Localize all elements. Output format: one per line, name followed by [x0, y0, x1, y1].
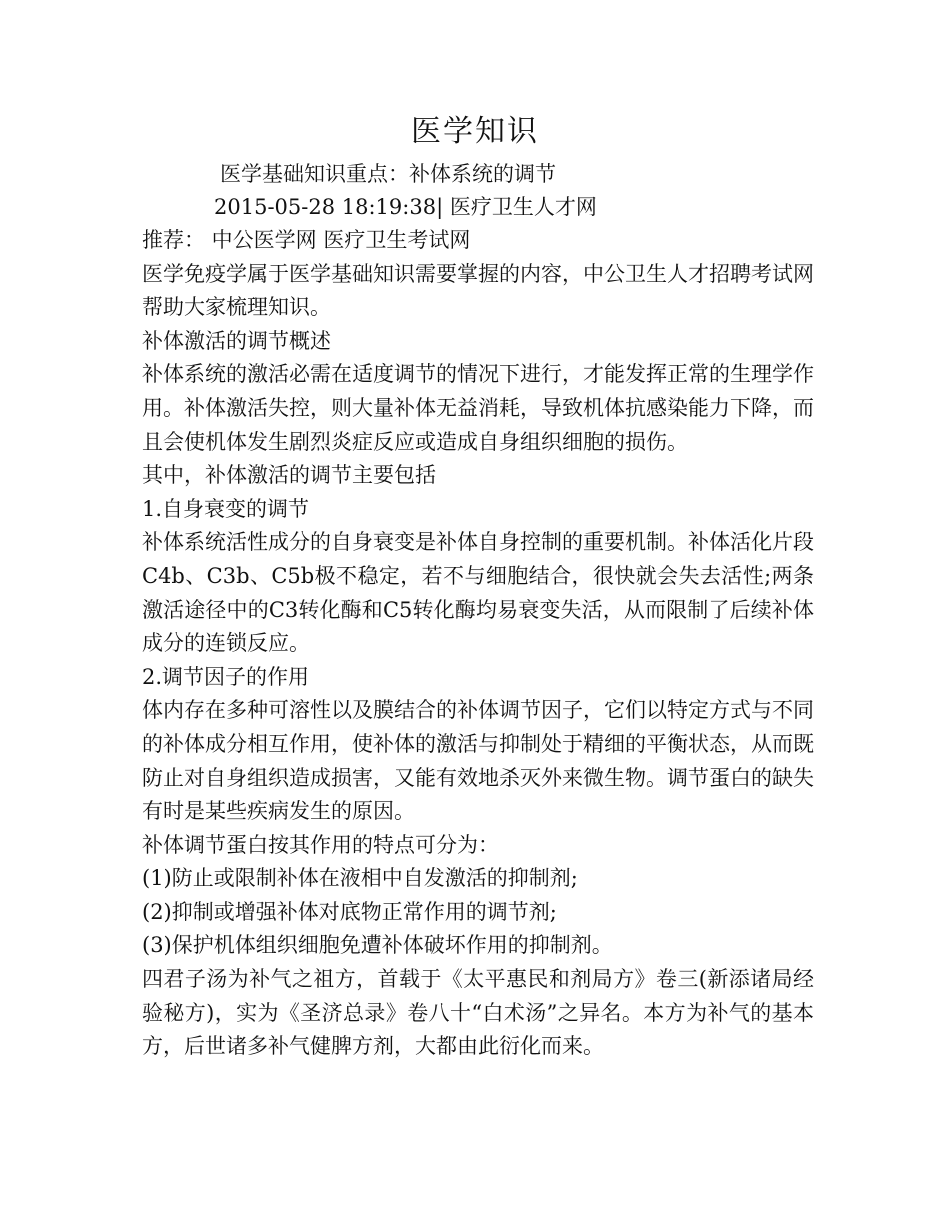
- section-heading: 补体激活的调节概述: [142, 328, 331, 353]
- article-subtitle: 医学基础知识重点：补体系统的调节: [220, 162, 556, 186]
- classification-line: 补体调节蛋白按其作用的特点可分为：: [142, 832, 499, 857]
- overview-paragraph: 补体系统的激活必需在适度调节的情况下进行，才能发挥正常的生理学作用。补体激活失控，则大量补体无益消耗，导致机体抗感染能力下降，而且会使机体发生剧烈炎症反应或造成自身组织细胞的损伤。: [142, 362, 814, 454]
- regulatory-factors-paragraph: 体内存在多种可溶性以及膜结合的补体调节因子，它们以特定方式与不同的补体成分相互作用，使补体的激活与抑制处于精细的平衡状态，从而既防止对自身组织造成损害，又能有效地杀灭外来微生物。调节蛋白的缺失有时是某些疾病发生的原因。: [142, 698, 814, 824]
- self-decay-paragraph: 补体系统活性成分的自身衰变是补体自身控制的重要机制。补体活化片段C4b、C3b、C5b极不稳定，若不与细胞结合，很快就会失去活性;两条激活途径中的C3转化酶和C5转化酶均易衰变失活，从而限制了后续补体成分的连锁反应。: [142, 530, 814, 656]
- closing-paragraph: 四君子汤为补气之祖方，首载于《太平惠民和剂局方》卷三(新添诸局经验秘方)，实为《圣济总录》卷八十“白术汤”之异名。本方为补气的基本方，后世诸多补气健脾方剂，大都由此衍化而来。: [142, 967, 814, 1059]
- intro-paragraph: 医学免疫学属于医学基础知识需要掌握的内容，中公卫生人才招聘考试网帮助大家梳理知识。: [142, 261, 814, 320]
- list-item: (1)防止或限制补体在液相中自发激活的抑制剂;: [142, 866, 578, 891]
- subsection-heading-1: 1.自身衰变的调节: [142, 496, 310, 521]
- article-body: [142, 224, 814, 1064]
- subsection-heading-2: 2.调节因子的作用: [142, 664, 310, 689]
- lead-in-line: 其中，补体激活的调节主要包括: [142, 463, 436, 488]
- list-item: (2)抑制或增强补体对底物正常作用的调节剂;: [142, 899, 557, 924]
- document-title: 医学知识: [411, 114, 539, 149]
- list-item: (3)保护机体组织细胞免遭补体破坏作用的抑制剂。: [142, 933, 613, 958]
- recommend-line: 推荐： 中公医学网 医疗卫生考试网: [142, 228, 471, 252]
- article-dateline: 2015-05-28 18:19:38| 医疗卫生人才网: [214, 195, 597, 219]
